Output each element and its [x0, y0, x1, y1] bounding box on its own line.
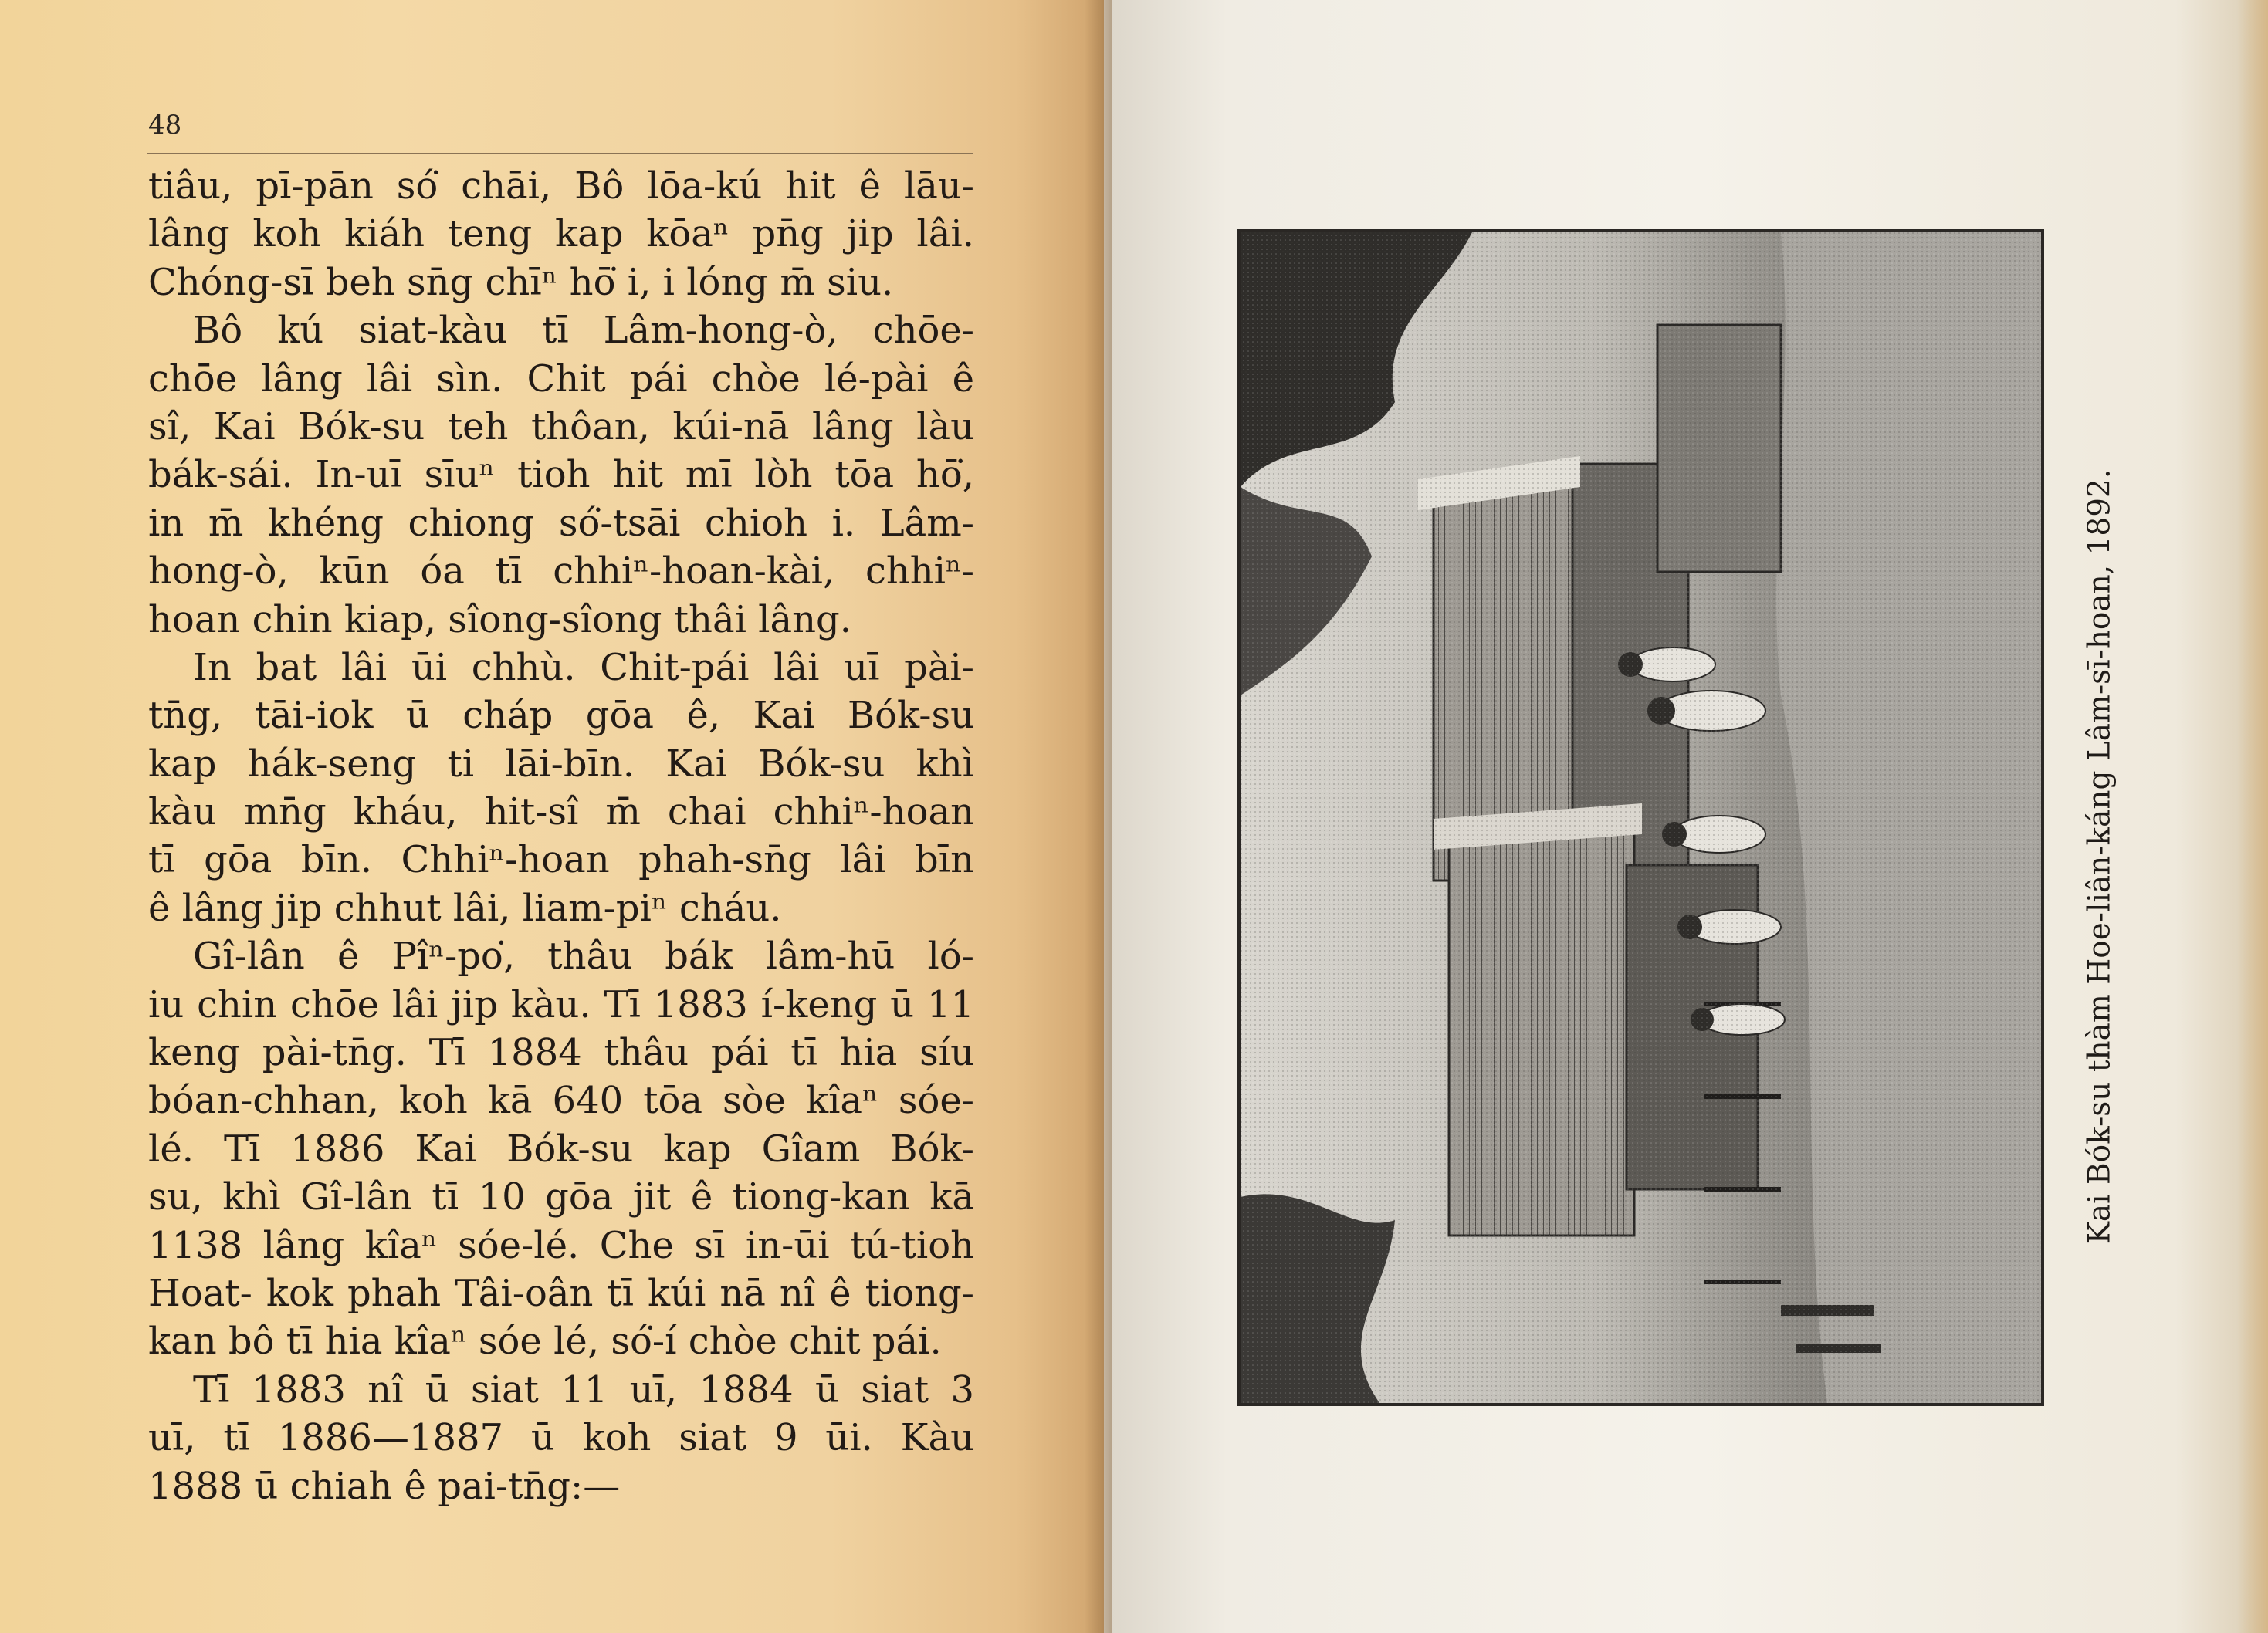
text-line: Bô kú siat-kàu tī Lâm-hong-ò, chōe-	[193, 309, 974, 353]
left-page	[0, 0, 1104, 1633]
text-line: Hoat- kok phah Tâi-oân tī kúi nā nî ê tiong-	[148, 1271, 974, 1315]
text-line: lé. Tī 1886 Kai Bók-su kap Gîam Bók-	[148, 1127, 974, 1171]
page-number: 48	[148, 110, 182, 140]
text-line: uī, tī 1886—1887 ū koh siat 9 ūi. Kàu	[148, 1416, 974, 1460]
text-line: 1888 ū chiah ê pai-tn̄g:—	[148, 1464, 621, 1508]
text-line: bák-sái. In-uī sīuⁿ tioh hit mī lòh tōa hō͘,	[148, 453, 974, 497]
text-line: kan bô tī hia kîaⁿ sóe lé, só͘-í chòe chit pái.	[148, 1320, 942, 1364]
historical-photo	[1237, 229, 2044, 1406]
text-line: lâng koh kiáh teng kap kōaⁿ pn̄g jip lâi.	[148, 212, 974, 256]
text-line: sî, Kai Bók-su teh thôan, kúi-nā lâng làu	[148, 404, 974, 448]
text-line: bóan-chhan, koh kā 640 tōa sòe kîaⁿ sóe-	[148, 1079, 974, 1123]
header-rule	[147, 153, 973, 154]
text-line: hong-ò, kūn óa tī chhiⁿ-hoan-kài, chhiⁿ-	[148, 549, 974, 593]
text-line: 1138 lâng kîaⁿ sóe-lé. Che sī in-ūi tú-tioh	[148, 1223, 974, 1267]
text-line: keng pài-tn̄g. Tī 1884 thâu pái tī hia síu	[148, 1031, 974, 1075]
text-line: tiâu, pī-pān só͘ chāi, Bô lōa-kú hit ê lāu-	[148, 164, 974, 208]
text-line: iu chin chōe lâi jip kàu. Tī 1883 í-keng ū 11	[148, 982, 974, 1026]
text-line: hoan chin kiap, sîong-sîong thâi lâng.	[148, 597, 852, 641]
page-edge	[2237, 0, 2268, 1633]
photo-image	[1241, 232, 2041, 1403]
text-line: in m̄ khéng chiong só͘-tsāi chioh i. Lâm-	[148, 501, 974, 545]
body-text	[148, 162, 974, 1510]
text-line: kap hák-seng ti lāi-bīn. Kai Bók-su khì	[148, 742, 974, 786]
text-line: Gî-lân ê Pîⁿ-po͘, thâu bák lâm-hū ló-	[193, 935, 974, 979]
caption-box	[2053, 432, 2146, 1281]
text-line: Chóng-sī beh sn̄g chīⁿ hō͘ i, i lóng m̄ siu.	[148, 260, 894, 304]
text-line: tī gōa bīn. Chhiⁿ-hoan phah-sn̄g lâi bīn	[148, 838, 974, 882]
text-line: Tī 1883 nî ū siat 11 uī, 1884 ū siat 3	[193, 1368, 974, 1412]
text-line: ê lâng jip chhut lâi, liam-piⁿ cháu.	[148, 886, 782, 930]
photo-caption: Kai Bók-su thàm Hoe-liân-káng Lâm-sī-hoan, 1892.	[2082, 468, 2117, 1245]
text-line: chōe lâng lâi sìn. Chit pái chòe lé-pài ê	[148, 357, 974, 401]
text-line: tn̄g, tāi-iok ū cháp gōa ê, Kai Bók-su	[148, 694, 974, 738]
text-line: In bat lâi ūi chhù. Chit-pái lâi uī pài-	[193, 645, 974, 689]
text-line: kàu mn̄g kháu, hit-sî m̄ chai chhiⁿ-hoan	[148, 790, 974, 834]
text-line: su, khì Gî-lân tī 10 gōa jit ê tiong-kan kā	[148, 1175, 974, 1219]
